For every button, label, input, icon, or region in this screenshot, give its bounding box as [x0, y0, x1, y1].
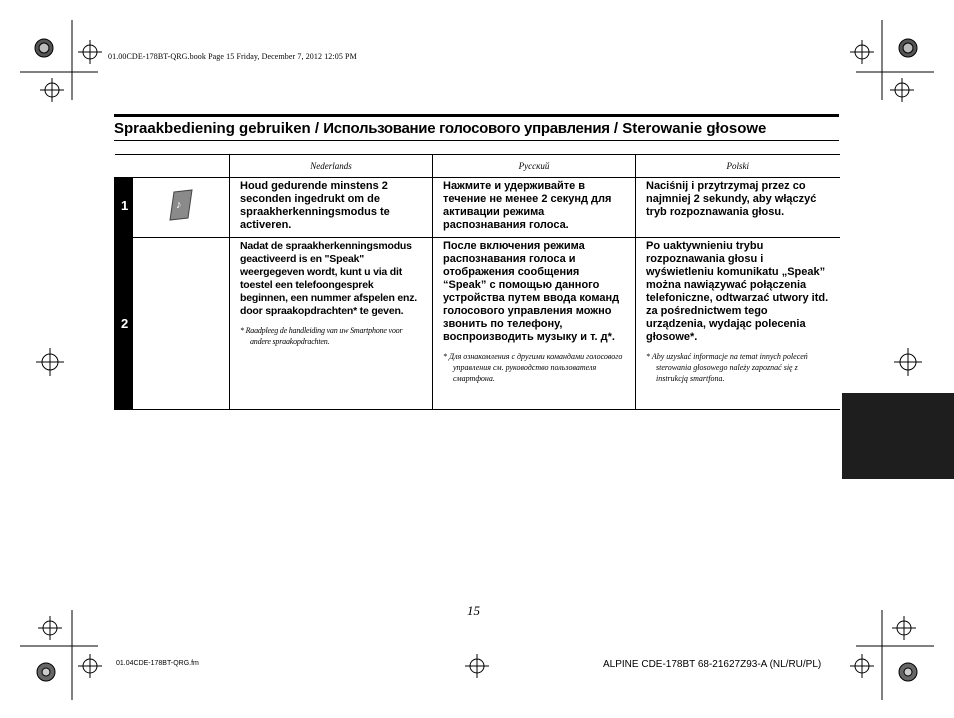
- icon-cell: [133, 178, 230, 238]
- cell-pl: [636, 238, 840, 410]
- footnote: * Aby uzyskać informacje na temat innych poleceń sterowania głosowego należy zapoznać się z instrukcją smartfona.: [646, 352, 808, 383]
- cell-pl: Naciśnij i przytrzymaj przez co najmniej 2 sekundy, aby włączyć tryb rozpoznawania głosu.: [636, 178, 840, 238]
- footnote: * Raadpleeg de handleiding van uw Smartphone voor andere spraakopdrachten.: [240, 326, 403, 346]
- voice-button-icon: [166, 188, 196, 222]
- page-number: 15: [467, 603, 480, 618]
- title-bottom-rule: [114, 140, 839, 141]
- cell-nl: [230, 238, 433, 410]
- table-row: [115, 178, 840, 238]
- cell-ru: [433, 238, 636, 410]
- step-text: Po uaktywnieniu trybu rozpoznawania głosu i wyświetleniu komunikatu „Speak” można nawiązywać połączenia telefoniczne, odtwarzać utwory itd. za pośrednictwem tego urządzenia, wydając polecenia głosowe*.: [646, 240, 829, 343]
- column-header-nl: Nederlands: [230, 155, 433, 178]
- title-polish: / Sterowanie głosowe: [609, 120, 767, 137]
- column-header-pl: Polski: [636, 155, 840, 178]
- instruction-table: [114, 154, 840, 410]
- svg-text:♪: ♪: [176, 199, 182, 211]
- column-header-ru: Русский: [433, 155, 636, 178]
- step-text: После включения режима распознавания голоса и отображения сообщения “Speak” с помощью данного устройства путем ввода команд голосового управления можно звонить по телефону, воспроизводить музыку и т. д*.: [443, 240, 620, 343]
- title-russian: Использование голосового управления: [323, 120, 610, 137]
- cell-nl: Houd gedurende minstens 2 seconden ingedrukt om de spraakherkenningsmodus te activeren.: [230, 178, 433, 238]
- step-number: 1: [115, 178, 133, 238]
- section-title: [114, 120, 766, 137]
- table-row: [115, 238, 840, 410]
- step-text: Nadat de spraakherkenningsmodus geactiveerd is en "Speak" weergegeven wordt, kunt u via dit toestel een telefoongesprek beginnen, een nummer afspelen enz. door spraakopdrachten* te geven.: [240, 240, 417, 317]
- title-dutch: Spraakbediening gebruiken /: [114, 120, 324, 137]
- empty-icon-cell: [133, 238, 230, 410]
- title-top-rule: [114, 114, 839, 117]
- step-number: 2: [115, 238, 133, 410]
- table-header-row: [115, 155, 840, 178]
- book-info-header: 01.00CDE-178BT-QRG.book Page 15 Friday, December 7, 2012 12:05 PM: [108, 52, 357, 61]
- language-side-tab: [842, 393, 954, 479]
- footer-model-info: ALPINE CDE-178BT 68-21627Z93-A (NL/RU/PL): [603, 659, 822, 670]
- footer-filename: 01.04CDE-178BT-QRG.fm: [116, 660, 199, 667]
- footnote: * Для ознакомления с другими командами голосового управления см. руководство пользователя смартфона.: [443, 352, 623, 383]
- cell-ru: Нажмите и удерживайте в течение не менее 2 секунд для активации режима распознавания голоса.: [433, 178, 636, 238]
